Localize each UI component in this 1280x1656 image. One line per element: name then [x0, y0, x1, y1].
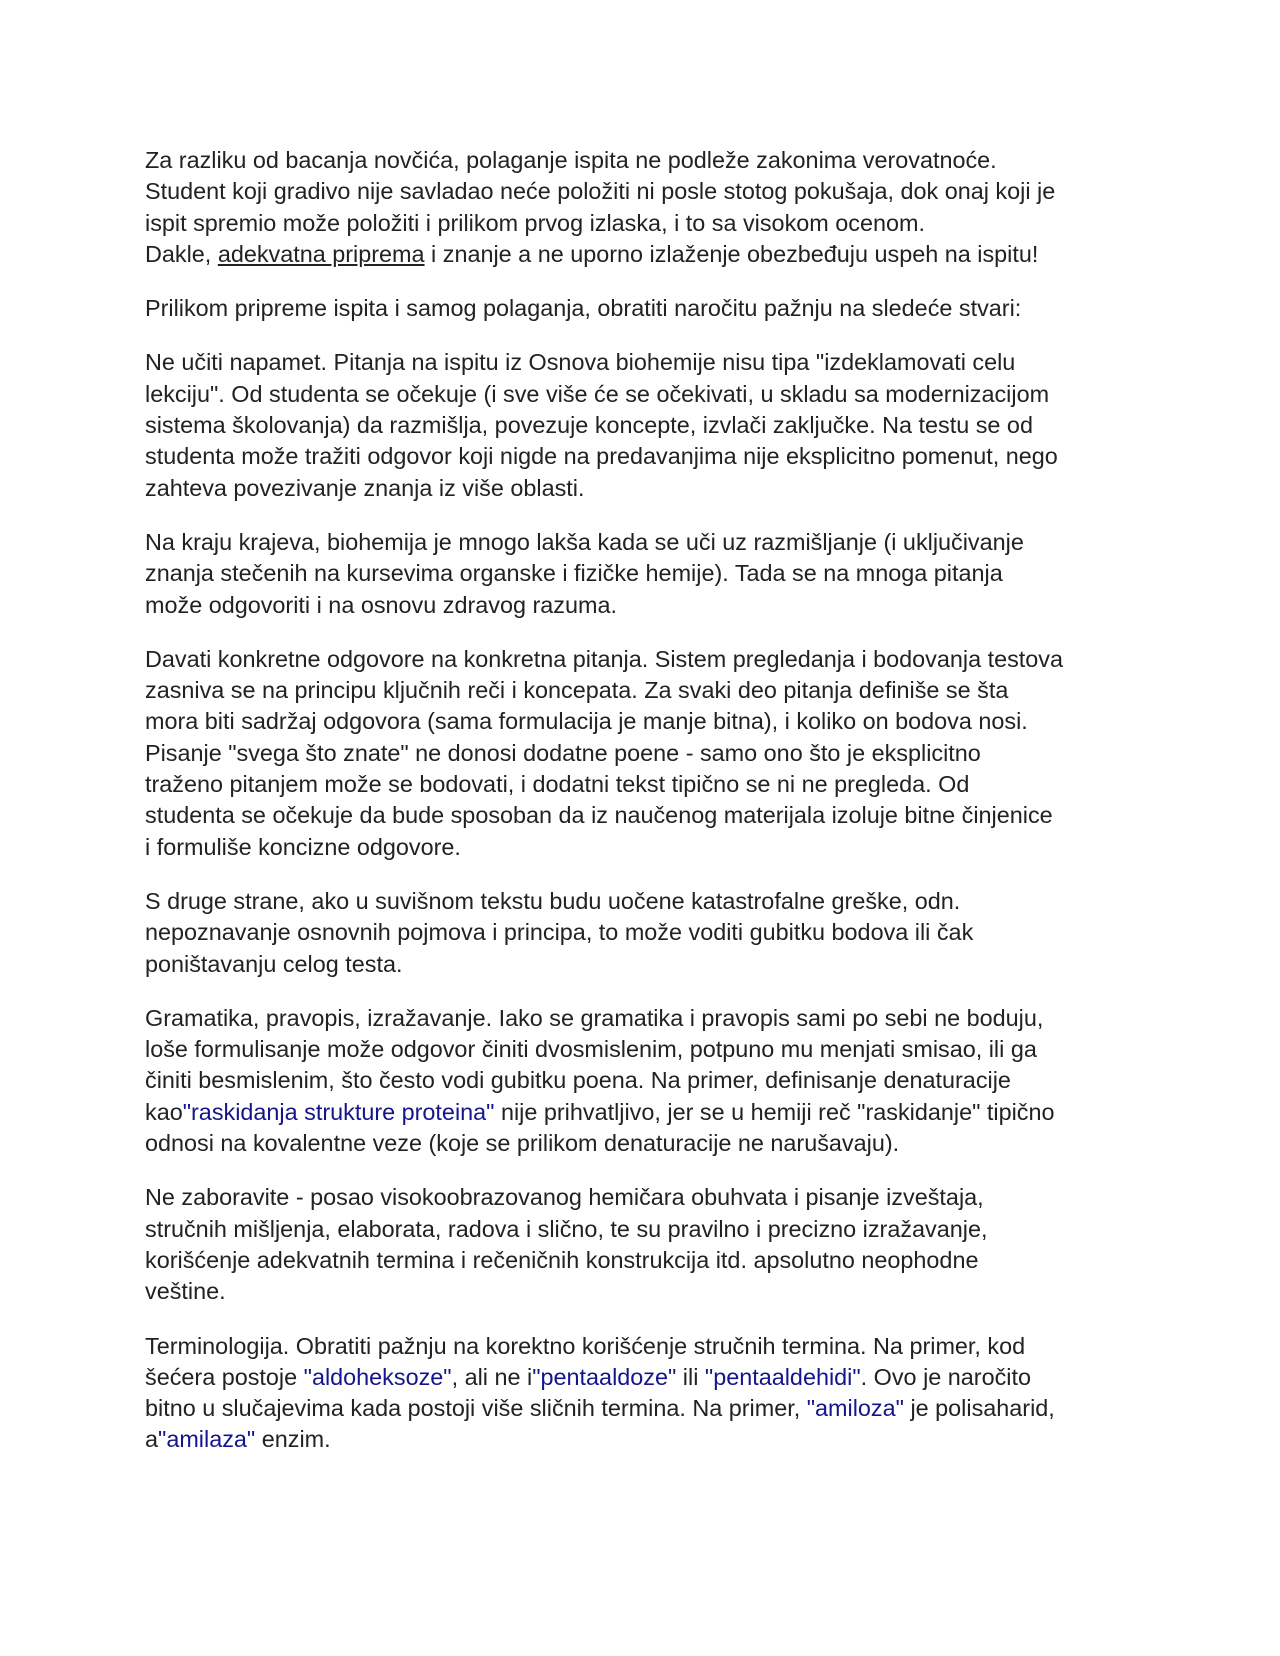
reminder-line-4: veštine.: [145, 1278, 226, 1305]
grammar-line-1: Gramatika, pravopis, izražavanje. Iako se gramatika i pravopis sami po sebi ne boduju,: [145, 1004, 1044, 1031]
memorization-line-5: zahteva povezivanje znanja iz više oblasti.: [145, 474, 585, 501]
attention-text: Prilikom pripreme ispita i samog polaganja, obratiti naročitu pažnju na sledeće stvari:: [145, 295, 1022, 322]
reasoning-line-1: Na kraju krajeva, biohemija je mnogo lakša kada se uči uz razmišljanje (i uključivanje: [145, 528, 1024, 555]
grammar-line-5: odnosi na kovalentne veze (koje se prilikom denaturacije ne narušavaju).: [145, 1130, 900, 1157]
memorization-line-3: sistema školovanja) da razmišlja, povezuje koncepte, izvlači zaključke. Na testu se od: [145, 412, 1033, 439]
memorization-line-2: lekciju". Od studenta se očekuje (i sve više će se očekivati, u skladu sa modernizacijom: [145, 380, 1050, 407]
errors-line-2: nepoznavanje osnovnih pojmova i principa, to može voditi gubitku bodova ili čak: [145, 919, 974, 946]
intro-line-1: Za razliku od bacanja novčića, polaganje ispita ne podleže zakonima verovatnoće.: [145, 147, 997, 173]
terminology-line-3-end: je polisaharid,: [903, 1395, 1055, 1422]
terminology-paragraph: [145, 1331, 1135, 1456]
concrete-line-7: i formuliše koncizne odgovore.: [145, 833, 461, 860]
concrete-line-1: Davati konkretne odgovore na konkretna pitanja. Sistem pregledanja i bodovanja testova: [145, 645, 1064, 672]
concrete-line-5: traženo pitanjem može se bodovati, i dodatni tekst tipično se ni ne pregleda. Od: [145, 771, 970, 798]
terminology-line-4-end: enzim.: [255, 1426, 331, 1453]
terminology-line-4-start: a: [145, 1426, 159, 1453]
concrete-line-3: mora biti sadržaj odgovora (sama formulacija je manje bitna), i koliko on bodova nosi.: [145, 708, 1028, 735]
grammar-line-3: činiti besmislenim, što često vodi gubitku poena. Na primer, definisanje denaturacije: [145, 1067, 1011, 1094]
reasoning-line-2: znanja stečenih na kursevima organske i fizičke hemije). Tada se na mnoga pitanja: [145, 560, 1003, 587]
terminology-line-3-start: bitno u slučajevima kada postoji više sličnih termina. Na primer,: [145, 1395, 807, 1422]
adekvatna-priprema-link[interactable]: adekvatna priprema: [217, 240, 425, 267]
memorization-paragraph: [145, 347, 1135, 503]
intro-line-4-start: Dakle,: [145, 240, 218, 267]
concrete-line-2: zasniva se na principu ključnih reči i koncepata. Za svaki deo pitanja definiše se šta: [145, 677, 1009, 704]
reminder-line-1: Ne zaboravite - posao visokoobrazovanog hemičara obuhvata i pisanje izveštaja,: [145, 1184, 984, 1211]
concrete-line-4: Pisanje "svega što znate" ne donosi dodatne poene - samo ono što je eksplicitno: [145, 739, 981, 766]
concrete-answers-paragraph: [145, 644, 1135, 863]
reminder-line-2: stručnih mišljenja, elaborata, radova i slično, te su pravilno i precizno izražavanje,: [145, 1215, 988, 1242]
term-pentaaldoze: "pentaaldoze": [532, 1363, 677, 1390]
attention-paragraph: [145, 293, 1135, 324]
errors-line-3: poništavanju celog testa.: [145, 950, 403, 977]
grammar-line-2: loše formulisanje može odgovor činiti dvosmislenim, potpuno mu menjati smisao, ili ga: [145, 1036, 1037, 1063]
terminology-line-2-mid-2: ili: [676, 1363, 705, 1390]
reasoning-line-3: može odgovoriti i na osnovu zdravog razuma.: [145, 591, 617, 618]
intro-line-2: Student koji gradivo nije savladao neće položiti ni posle stotog pokušaja, dok onaj koji je: [145, 178, 1056, 205]
term-pentaaldehidi: "pentaaldehidi": [704, 1363, 861, 1390]
term-amiloza: "amiloza": [806, 1395, 904, 1422]
terminology-line-2-end: . Ovo je naročito: [860, 1363, 1031, 1390]
terminology-line-1: Terminologija. Obratiti pažnju na korektno korišćenje stručnih termina. Na primer, kod: [145, 1332, 1026, 1359]
terminology-line-2-mid-1: , ali ne i: [451, 1363, 533, 1390]
reminder-line-3: korišćenje adekvatnih termina i rečeničnih konstrukcija itd. apsolutno neophodne: [145, 1246, 979, 1273]
errors-line-1: S druge strane, ako u suvišnom tekstu budu uočene katastrofalne greške, odn.: [145, 887, 961, 914]
document-page: [145, 145, 1135, 1479]
term-amilaza: "amilaza": [158, 1426, 256, 1453]
memorization-line-4: studenta može tražiti odgovor koji nigde na predavanjima nije eksplicitno pomenut, nego: [145, 443, 1058, 470]
grammar-line-4-end: nije prihvatljivo, jer se u hemiji reč "raskidanje" tipično: [494, 1098, 1055, 1125]
term-raskidanja-strukture-proteina: "raskidanja strukture proteina": [182, 1098, 495, 1125]
reasoning-paragraph: [145, 527, 1135, 621]
intro-line-4-end: i znanje a ne uporno izlaženje obezbeđuju uspeh na ispitu!: [424, 240, 1039, 267]
grammar-paragraph: [145, 1003, 1135, 1159]
intro-line-3: ispit spremio može položiti i prilikom prvog izlaska, i to sa visokom ocenom.: [145, 209, 925, 236]
grammar-line-4-start: kao: [145, 1098, 183, 1125]
term-aldoheksoze: "aldoheksoze": [303, 1363, 452, 1390]
memorization-line-1: Ne učiti napamet. Pitanja na ispitu iz Osnova biohemije nisu tipa "izdeklamovati celu: [145, 349, 1016, 376]
errors-paragraph: [145, 886, 1135, 980]
terminology-line-2-start: šećera postoje: [145, 1363, 304, 1390]
reminder-paragraph: [145, 1182, 1135, 1307]
concrete-line-6: studenta se očekuje da bude sposoban da iz naučenog materijala izoluje bitne činjenice: [145, 802, 1053, 829]
intro-paragraph: [145, 145, 1135, 270]
